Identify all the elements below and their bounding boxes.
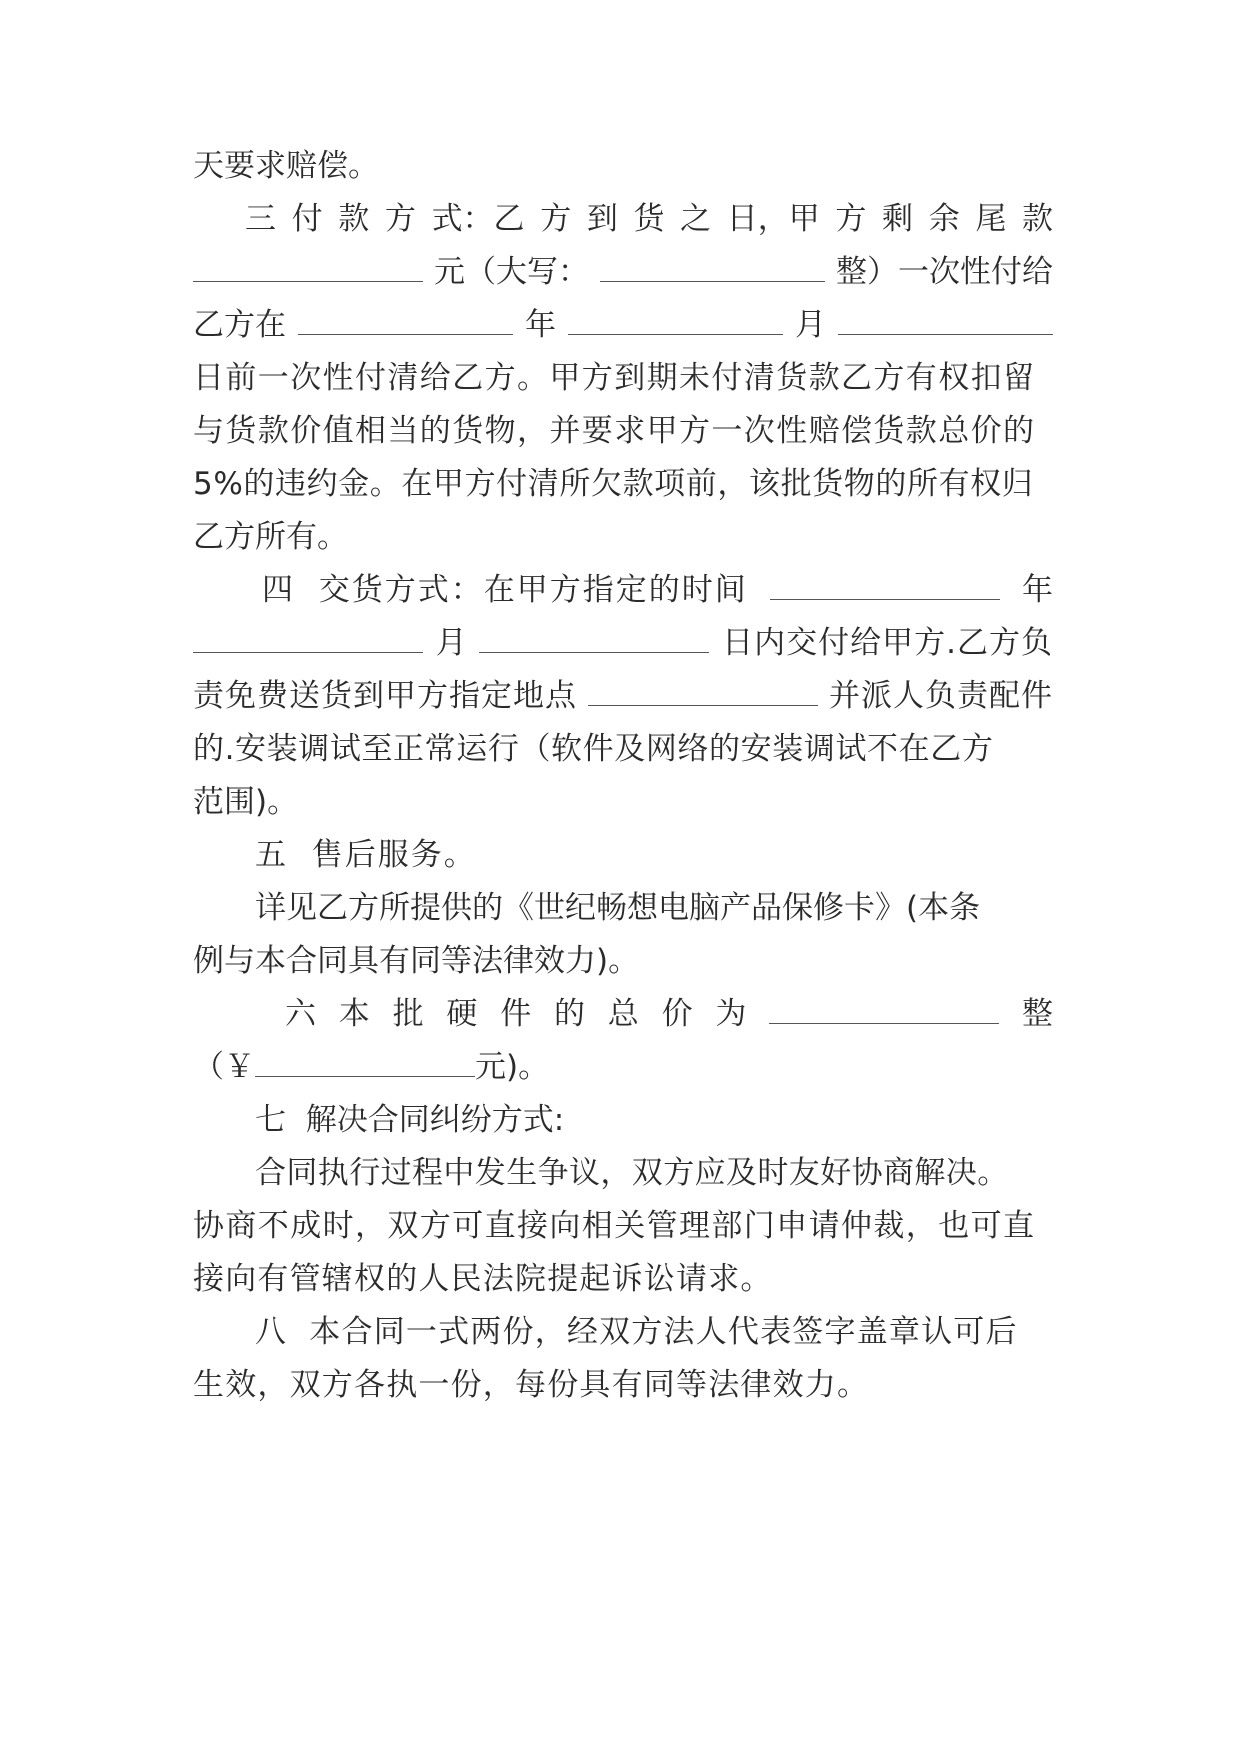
text-line <box>193 1356 1053 1414</box>
payment-amount-line <box>193 243 1053 301</box>
clause-4-heading <box>262 561 1053 619</box>
text-line <box>193 1250 1053 1308</box>
line-text: 整）一次性付给 <box>836 254 1053 290</box>
line-text: 月 <box>435 625 467 661</box>
line-text: 例与本合同具有同等法律效力)。 <box>193 943 640 979</box>
text-line <box>193 720 1053 778</box>
text-char: 硬 <box>446 996 478 1032</box>
line-text: （￥ <box>193 1049 255 1085</box>
line-text: 乙方所有。 <box>193 519 348 555</box>
text-char: 批 <box>392 996 424 1032</box>
text-char: 款 <box>338 201 370 237</box>
text-line <box>193 1197 1053 1255</box>
delivery-day-blank[interactable] <box>479 618 709 653</box>
text-char: 方 <box>835 201 867 237</box>
text-line <box>193 932 1053 990</box>
line-text: 详见乙方所提供的《世纪畅想电脑产品保修卡》(本条 <box>255 890 981 926</box>
text-char: 件 <box>500 996 532 1032</box>
clause-6-heading <box>285 985 1053 1043</box>
line-text: 元（大写： <box>434 254 589 290</box>
text-char: 日，甲 <box>726 201 820 237</box>
clause-8-heading <box>255 1303 1053 1361</box>
line-text: 合同执行过程中发生争议，双方应及时友好协商解决。 <box>255 1155 1009 1191</box>
text-char: 整 <box>1021 996 1053 1032</box>
clause-number: 三 <box>245 201 276 237</box>
delivery-month-blank[interactable] <box>193 618 423 653</box>
line-text: 的.安装调试至正常运行（软件及网络的安装调试不在乙方 <box>193 731 994 767</box>
amount-uppercase-blank[interactable] <box>600 247 825 282</box>
text-line <box>193 137 1053 195</box>
line-text: 并派人负责配件 <box>829 678 1053 714</box>
text-char: 方 <box>540 201 572 237</box>
total-price-blank[interactable] <box>769 989 999 1024</box>
text-char: 余 <box>928 201 960 237</box>
line-text: 七 解决合同纠纷方式: <box>255 1102 565 1138</box>
text-char: 式：乙 <box>431 201 525 237</box>
line-text: 天要求赔偿。 <box>193 148 379 184</box>
line-text: 八 本合同一式两份，经双方法人代表签字盖章认可后 <box>255 1314 1018 1350</box>
text-line <box>193 773 1053 831</box>
line-text: 接向有管辖权的人民法院提起诉讼请求。 <box>193 1261 773 1297</box>
text-char: 价 <box>661 996 693 1032</box>
line-text: 元)。 <box>475 1049 550 1085</box>
delivery-date-line <box>193 614 1053 672</box>
location-blank[interactable] <box>588 671 818 706</box>
line-text: 五 售后服务。 <box>255 837 477 873</box>
text-char: 款 <box>1021 201 1053 237</box>
clause-3-heading <box>245 190 1053 248</box>
text-line <box>255 1144 1053 1202</box>
line-text: 范围)。 <box>193 784 299 820</box>
day-blank[interactable] <box>838 300 1053 335</box>
text-char: 剩 <box>882 201 914 237</box>
text-line <box>255 879 1053 937</box>
line-text: 5%的违约金。在甲方付清所欠款项前，该批货物的所有权归 <box>193 466 1034 502</box>
text-char: 付 <box>291 201 323 237</box>
line-text: 月 <box>795 307 826 343</box>
text-line <box>193 402 1053 460</box>
line-text: 年 <box>525 307 556 343</box>
line-text: 日内交付给甲方.乙方负 <box>722 625 1053 661</box>
text-char: 货 <box>633 201 665 237</box>
line-text: 生效，双方各执一份，每份具有同等法律效力。 <box>193 1367 870 1403</box>
text-char: 到 <box>586 201 618 237</box>
line-text: 四 交货方式：在甲方指定的时间 <box>262 572 748 608</box>
line-text: 年 <box>1022 572 1053 608</box>
month-blank[interactable] <box>568 300 783 335</box>
line-text: 与货款价值相当的货物，并要求甲方一次性赔偿货款总价的 <box>193 413 1036 449</box>
amount-blank[interactable] <box>193 247 423 282</box>
text-char: 为 <box>715 996 747 1032</box>
text-line <box>193 508 1053 566</box>
payment-date-line <box>193 296 1053 354</box>
year-blank[interactable] <box>298 300 513 335</box>
line-text: 责免费送货到甲方指定地点 <box>193 678 577 714</box>
text-char: 本 <box>338 996 370 1032</box>
total-price-amount-line <box>193 1038 1053 1096</box>
clause-number: 六 <box>285 996 316 1032</box>
line-text: 日前一次性付清给乙方。甲方到期未付清货款乙方有权扣留 <box>193 360 1036 396</box>
text-char: 尾 <box>975 201 1007 237</box>
text-char: 总 <box>607 996 639 1032</box>
text-char: 方 <box>384 201 416 237</box>
line-text: 协商不成时，双方可直接向相关管理部门申请仲裁，也可直 <box>193 1208 1036 1244</box>
delivery-location-line <box>193 667 1053 725</box>
total-price-number-blank[interactable] <box>255 1042 475 1077</box>
text-char: 的 <box>553 996 585 1032</box>
text-char: 之 <box>680 201 712 237</box>
delivery-year-blank[interactable] <box>770 565 1000 600</box>
text-line <box>193 455 1053 513</box>
clause-5-heading <box>255 826 1115 884</box>
line-text: 乙方在 <box>193 307 286 343</box>
clause-7-heading <box>255 1091 1115 1149</box>
text-line <box>193 349 1053 407</box>
